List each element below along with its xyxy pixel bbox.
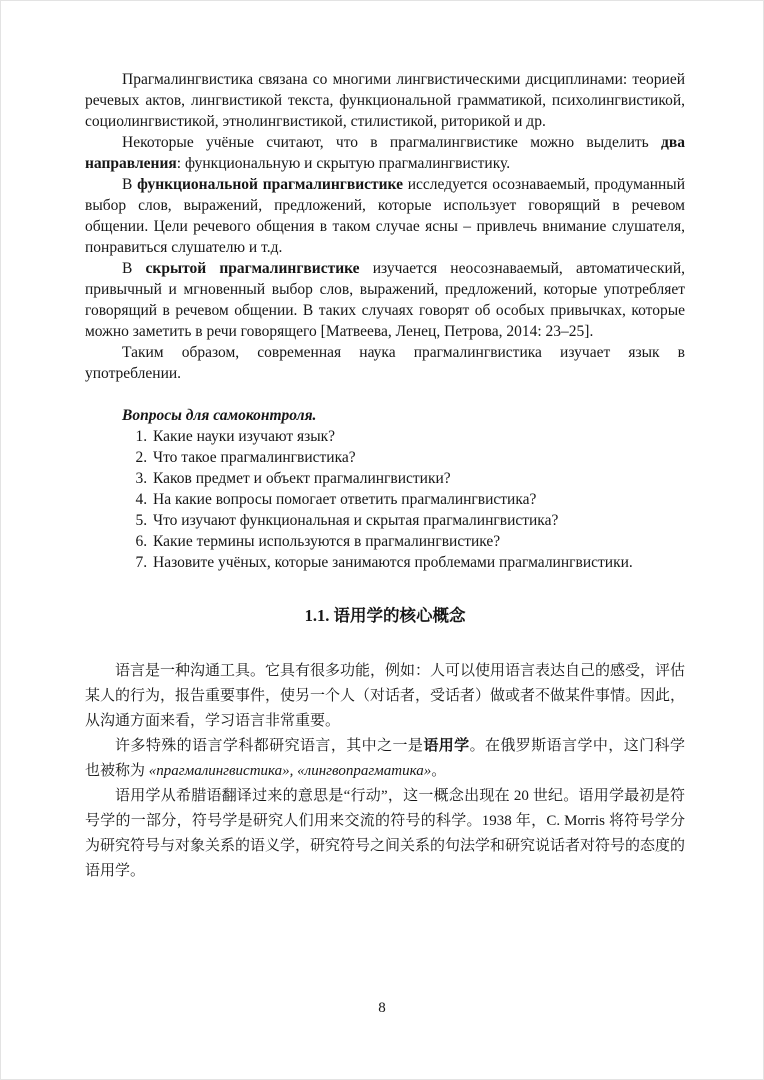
italic-russian-terms: «прагмалингвистика», «лингвопрагматика» [148, 763, 432, 779]
text-run: изучается неосознаваемый, автоматический, привычный и мгновенный выбор слов, выражений, предложений, которые употребляет говорящий в речевом общении. В таких случаях говорят об особых привычках, которые можно заметить в речи говорящего [Матвеева, Ленец, Петрова, 2014: 23–25]. [85, 260, 686, 340]
bold-term: функциональной прагмалингвистике [137, 176, 403, 193]
text-run: : функциональную и скрытую прагмалингвистику. [176, 155, 511, 172]
text-run: 语用学从希腊语翻译过来的意思是“行动”，这一概念出现在 20 世纪。语用学最初是符号学的一部分，符号学是研究人们用来交流的符号的科学。1938 年，C. Morris 将符号学分为研究符号与对象关系的语义学，研究符号之间关系的句法学和研究说话者对符号的态度的语用学。 [85, 788, 686, 879]
question-item: 5. Что изучают функциональная и скрытая прагмалингвистика? [151, 510, 685, 531]
text-run: 语言是一种沟通工具。它具有很多功能，例如：人可以使用语言表达自己的感受，评估某人的行为，报告重要事件，使另一个人（对话者，受话者）做或者不做某件事情。因此，从沟通方面来看，学习语言非常重要。 [85, 663, 686, 729]
text-run: Прагмалингвистика связана со многими лингвистическими дисциплинами: теорией речевых актов, лингвистикой текста, функциональной грамматикой, психолингвистикой, социолингвистикой, этнолингвистикой, стилистикой, риторикой и др. [85, 71, 685, 130]
paragraph-disciplines [85, 69, 685, 132]
question-item: 7. Назовите учёных, которые занимаются проблемами прагмалингвистики. [151, 552, 685, 573]
questions-list [129, 426, 685, 573]
paragraph-functional-pragmalinguistics [85, 174, 685, 258]
bold-term: два направления [85, 134, 685, 172]
text-run: исследуется осознаваемый, продуманный выбор слов, выражений, предложений, которые использует говорящий в речевом общении. Цели речевого общения в таком случае ясны – привлечь внимание слушателя, понравиться слушателю и т.д. [85, 176, 686, 256]
paragraph-hidden-pragmalinguistics [85, 258, 685, 342]
question-item: 6. Какие термины используются в прагмалингвистике? [151, 531, 685, 552]
question-item: 3. Каков предмет и объект прагмалингвистики? [151, 468, 685, 489]
chinese-text-block [85, 659, 685, 884]
text-run: 。 [431, 763, 447, 779]
text-run: Таким образом, современная наука прагмалингвистика изучает язык в употреблении. [85, 344, 685, 382]
text-run: 。在俄罗斯语言学中，这门科学也被称为 [85, 738, 685, 779]
page-number: 8 [378, 1000, 386, 1016]
text-run: В [122, 260, 146, 277]
question-item: 2. Что такое прагмалингвистика? [151, 447, 685, 468]
section-heading-1-1: 1.1. 语用学的核心概念 [304, 606, 466, 625]
paragraph-pragmatics-term [85, 734, 685, 784]
questions-heading: Вопросы для самоконтроля. [122, 407, 317, 424]
bold-term: скрытой прагмалингвистике [145, 260, 360, 277]
text-run: 许多特殊的语言学科都研究语言，其中之一是 [115, 738, 424, 754]
text-run: В [122, 176, 138, 193]
text-run: Некоторые учёные считают, что в прагмалингвистике можно выделить [122, 134, 662, 151]
question-item: 1. Какие науки изучают язык? [151, 426, 685, 447]
bold-term: 语用学 [423, 738, 470, 754]
paragraph-two-directions [85, 132, 685, 174]
russian-text-block [85, 69, 685, 384]
paragraph-pragmatics-origin [85, 784, 685, 884]
question-item: 4. На какие вопросы помогает ответить прагмалингвистика? [151, 489, 685, 510]
paragraph-conclusion [85, 342, 685, 384]
paragraph-language-tool [85, 659, 685, 734]
